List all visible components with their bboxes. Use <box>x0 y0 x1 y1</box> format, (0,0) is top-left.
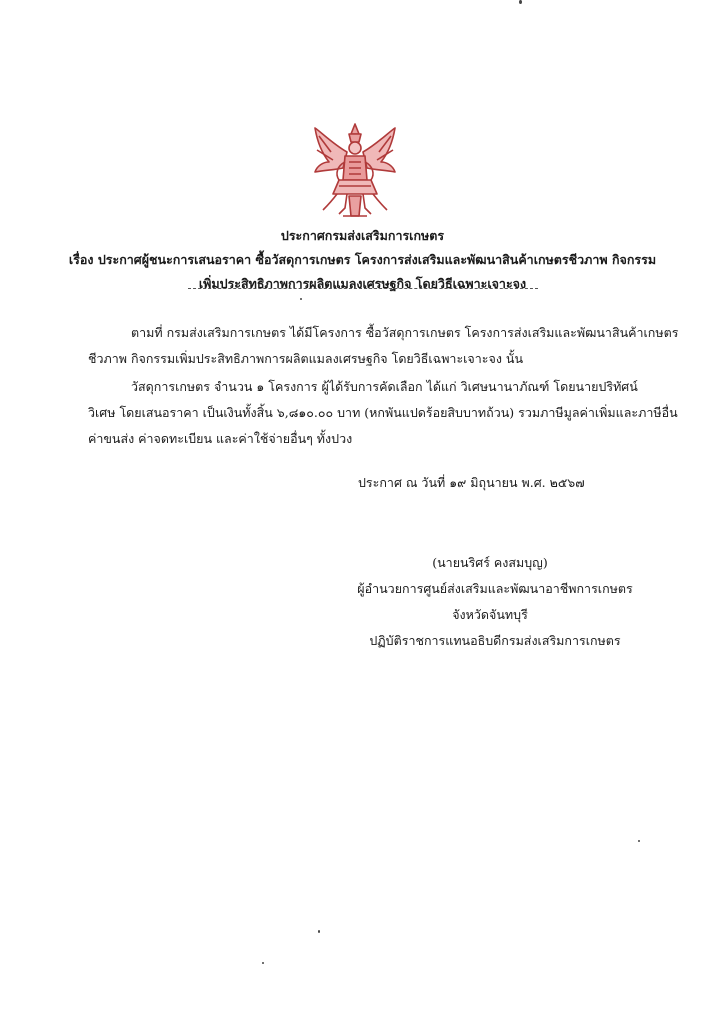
signer-position-2: จังหวัดจันทบุรี <box>452 607 528 622</box>
paragraph-1-line-1: ตามที่ กรมส่งเสริมการเกษตร ได้มีโครงการ ซื้อวัสดุการเกษตร โครงการส่งเสริมและพัฒนาสินค้าเกษตร <box>131 325 679 340</box>
header-divider <box>188 288 538 289</box>
scan-speck <box>300 298 302 300</box>
scan-speck <box>262 962 264 964</box>
signer-name: (นายนริศร์ คงสมบุญ) <box>432 555 548 570</box>
scan-speck <box>318 930 320 933</box>
paragraph-1-line-2: ชีวภาพ กิจกรรมเพิ่มประสิทธิภาพการผลิตแมลงเศรษฐกิจ โดยวิธีเฉพาะเจาะจง นั้น <box>88 351 523 366</box>
paragraph-2-line-3: ค่าขนส่ง ค่าจดทะเบียน และค่าใช้จ่ายอื่นๆ ทั้งปวง <box>88 431 353 446</box>
subject-line-1: เรื่อง ประกาศผู้ชนะการเสนอราคา ซื้อวัสดุการเกษตร โครงการส่งเสริมและพัฒนาสินค้าเกษตรชีวภาพ กิจกรรม <box>68 252 657 267</box>
announcement-header <box>40 224 685 296</box>
scan-speck <box>638 840 640 842</box>
announcement-date: ประกาศ ณ วันที่ ๑๙ มิถุนายน พ.ศ. ๒๕๖๗ <box>358 475 585 490</box>
signer-position-1: ผู้อำนวยการศูนย์ส่งเสริมและพัฒนาอาชีพการเกษตร <box>357 581 633 596</box>
announcement-title: ประกาศกรมส่งเสริมการเกษตร <box>280 228 445 243</box>
scan-speck <box>519 0 522 4</box>
paragraph-2-line-2: วิเศษ โดยเสนอราคา เป็นเงินทั้งสิ้น ๖,๘๑๐.๐๐ บาท (หกพันแปดร้อยสิบบาทถ้วน) รวมภาษีมูลค่าเพิ่มและภาษีอื่น <box>88 405 678 420</box>
signer-position-3: ปฏิบัติราชการแทนอธิบดีกรมส่งเสริมการเกษตร <box>369 633 621 648</box>
paragraph-2-line-1: วัสดุการเกษตร จำนวน ๑ โครงการ ผู้ได้รับการคัดเลือก ได้แก่ วิเศษนานาภัณฑ์ โดยนายปริทัศน์ <box>131 379 638 394</box>
garuda-emblem-icon <box>309 122 401 220</box>
subject-line-2: เพิ่มประสิทธิภาพการผลิตแมลงเศรษฐกิจ โดยวิธีเฉพาะเจาะจง <box>198 276 527 291</box>
